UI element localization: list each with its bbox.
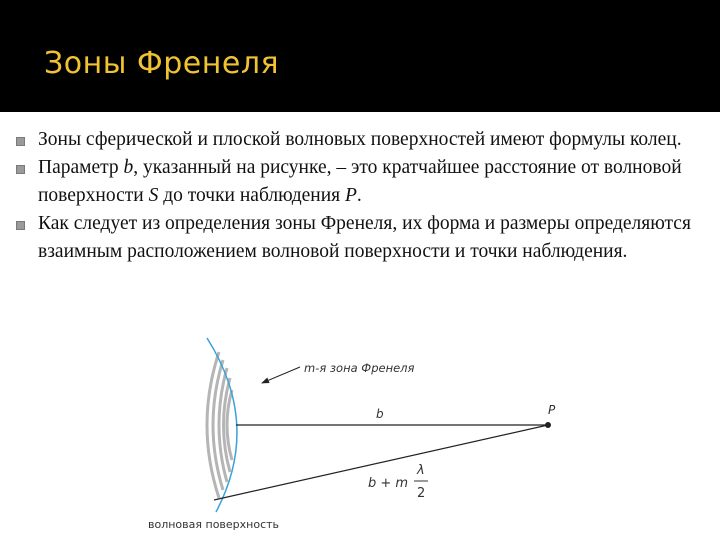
distance-b-label: b	[376, 407, 384, 421]
point-p-label: P	[548, 403, 556, 417]
zone-pointer	[262, 367, 300, 383]
point-p-dot	[545, 422, 551, 428]
lambda-denominator: 2	[417, 486, 426, 501]
path-label: b + m	[368, 476, 409, 491]
zone-label: m-я зона Френеля	[304, 361, 415, 375]
bullet-text: Как следует из определения зоны Френеля, их форма и размеры определяются взаимным расположением волновой поверхности и точки наблюдения.	[38, 213, 691, 262]
symbol-b: b	[123, 157, 134, 178]
zone-arc	[227, 390, 232, 460]
symbol-s: S	[148, 185, 159, 206]
bullet-text: Зоны сферической и плоской волновых поверхностей имеют формулы колец.	[38, 129, 682, 150]
symbol-p: P	[345, 185, 357, 206]
bullet-text: Параметр b, указанный на рисунке, – это кратчайшее расстояние от волновой поверхности S до точки наблюдения P.	[38, 157, 682, 206]
fresnel-zones	[207, 352, 232, 498]
slide-title: Зоны Френеля	[44, 46, 280, 81]
surface-label: волновая поверхность	[148, 518, 280, 531]
lambda-numerator: λ	[417, 463, 425, 478]
